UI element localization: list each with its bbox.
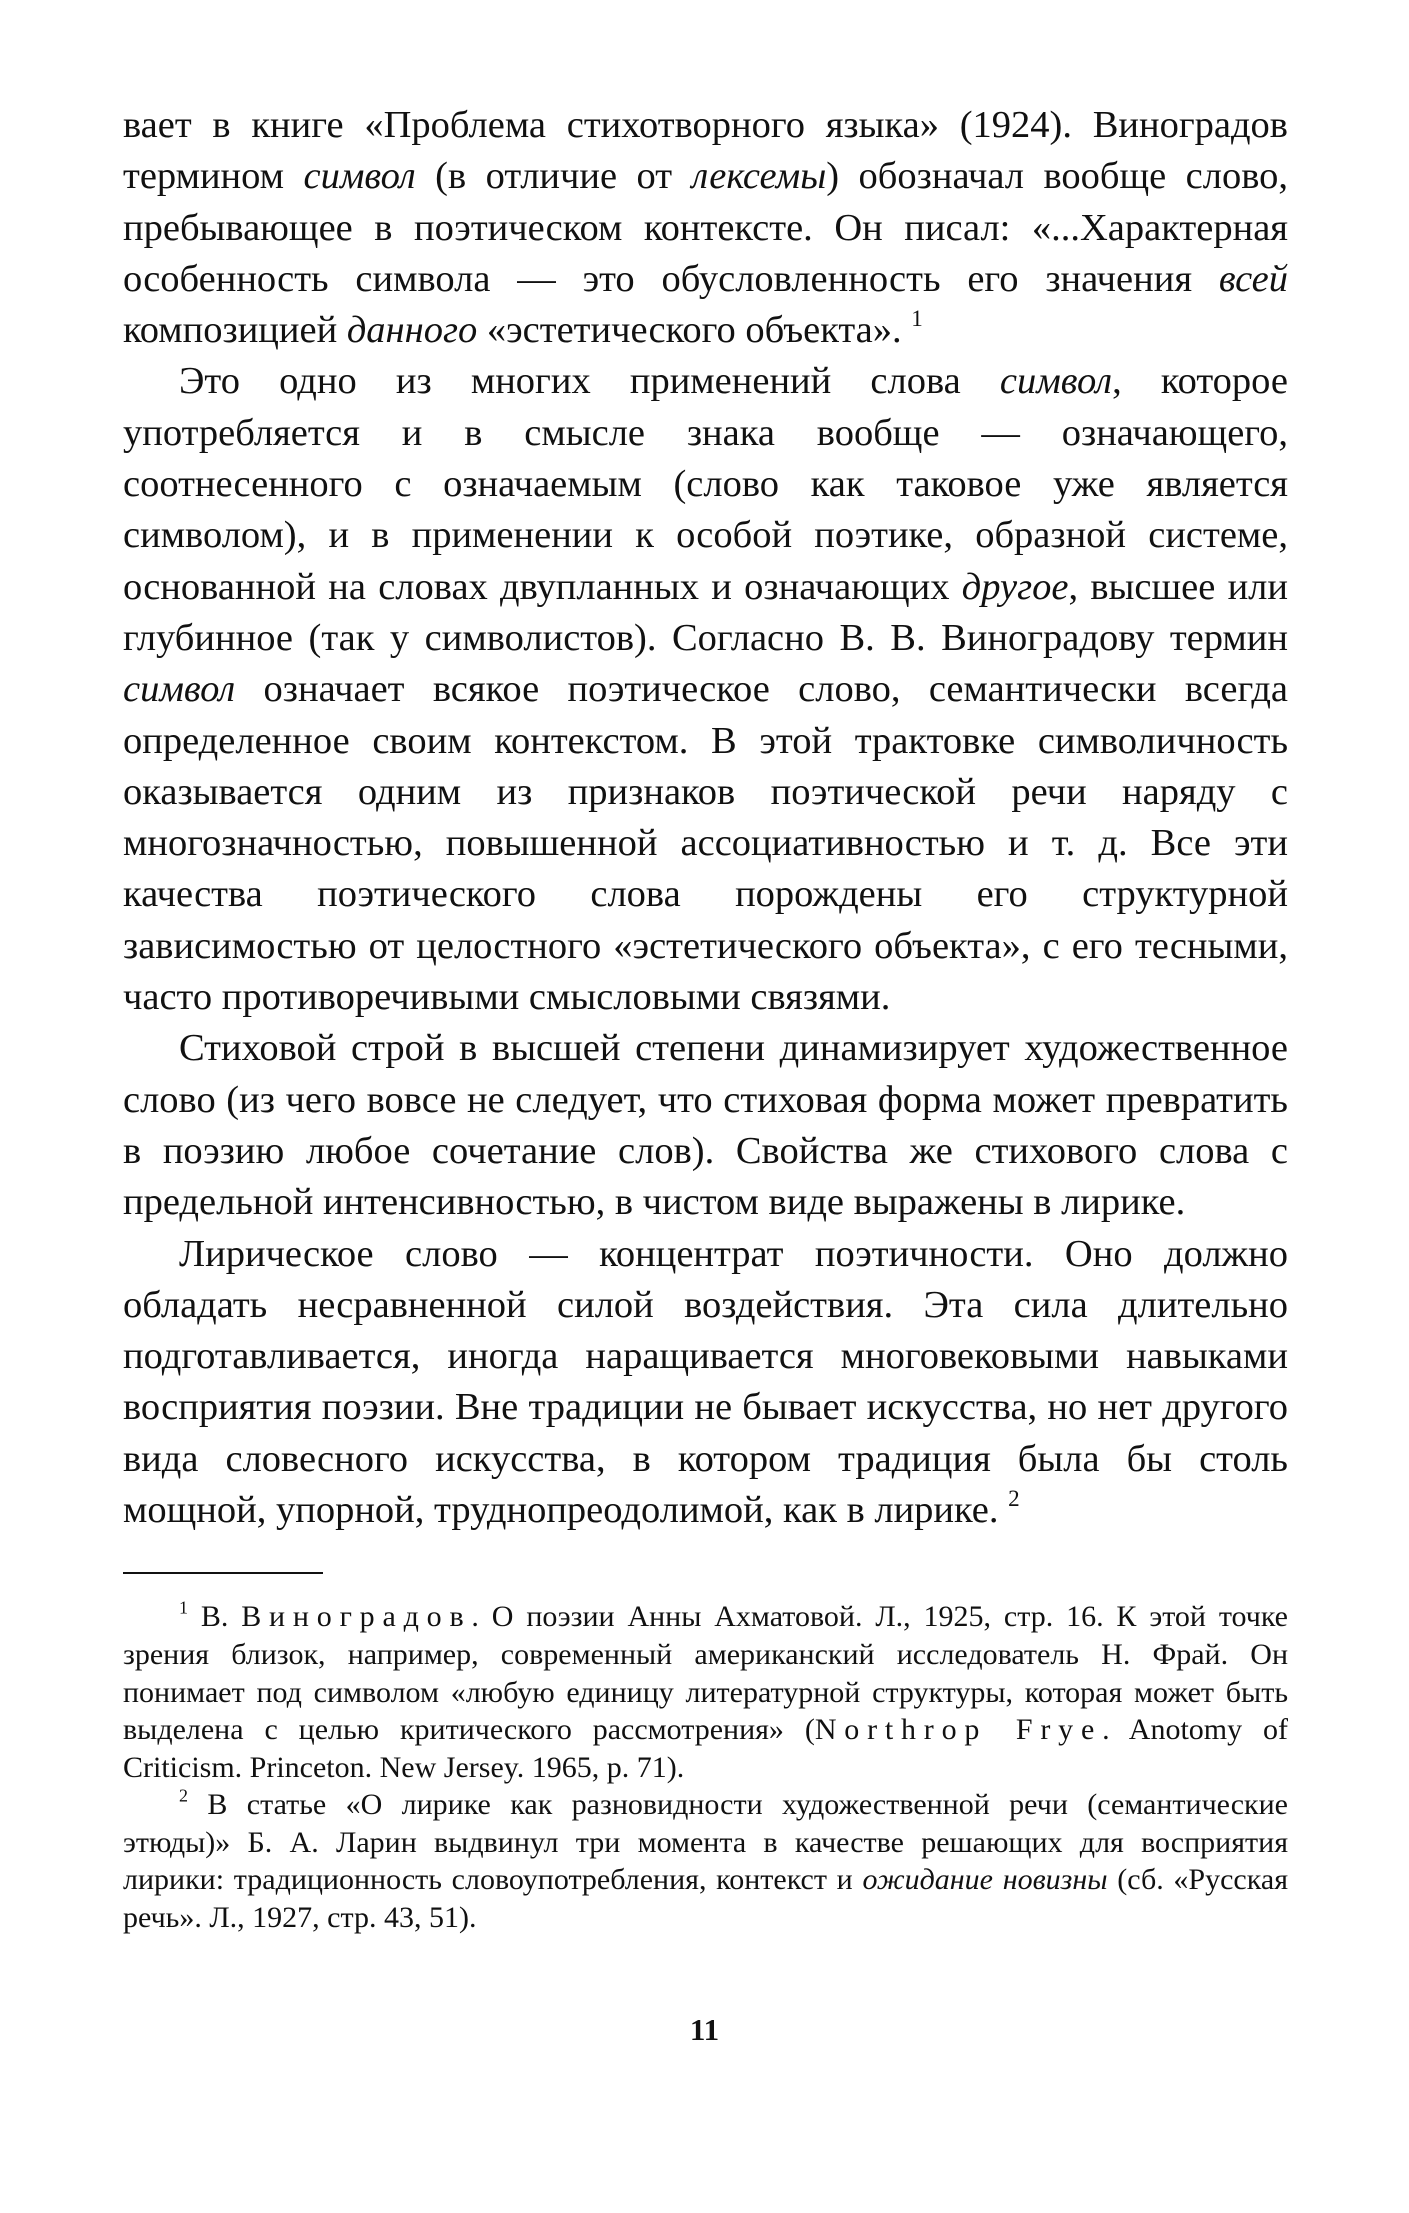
text-run: . Anotomy of Criticism. Princeton. New Jersey. 1965, p. 71). bbox=[123, 1713, 1289, 1784]
emphasis-run: всей bbox=[1218, 257, 1288, 300]
footnotes bbox=[123, 1598, 1288, 1936]
main-text bbox=[123, 100, 1288, 1536]
emphasis-run: лексемы bbox=[691, 155, 827, 198]
text-run: . О поэзии Анны Ахматовой. Л., 1925, стр. 16. К этой точке зрения близок, например, современный американский исследователь Н. Фрай. Он понимает под символом «любую единицу литературной структуры, которая может быть выделена с целью критического рассмотрения» ( bbox=[123, 1600, 1288, 1747]
page-content bbox=[123, 100, 1288, 1937]
footnote-1 bbox=[123, 1598, 1288, 1786]
emphasis-run: другое bbox=[961, 565, 1069, 608]
text-run: , которое употребляется и в смысле знака вообще — означающего, соотнесенного с означаемым (слово как таковое уже является символом), и в применении к особой поэтике, образной системе, основанной на словах двупланных и означающих bbox=[123, 360, 1288, 608]
footnote-separator bbox=[123, 1572, 323, 1574]
footnote-marker: 1 bbox=[911, 305, 923, 332]
text-run: (сб. «Русская речь». Л., 1927, стр. 43, 51). bbox=[123, 1863, 1288, 1935]
text-run: , высшее или глубинное (так у символистов). Согласно В. В. Виноградову термин bbox=[123, 565, 1288, 659]
text-run: Лирическое слово — концентрат поэтичности. Оно должно обладать несравненной силой воздействия. Эта сила длительно подготавливается, иногда наращивается многовековыми навыками восприятия поэзии. Вне традиции не бывает искусства, но нет другого вида словесного искусства, в котором традиция была бы столь мощной, упорной, труднопреодолимой, как в лирике. bbox=[123, 1232, 1288, 1532]
emphasis-run: символ bbox=[303, 155, 416, 198]
text-run: означает всякое поэтическое слово, семантически всегда определенное своим контекстом. В этой трактовке символичность оказывается одним из признаков поэтической речи наряду с многозначностью, повышенной ассоциативностью и т. д. Все эти качества поэтического слова порождены его структурной зависимостью от целостного «эстетического объекта», с его тесными, часто противоречивыми смысловыми связями. bbox=[123, 668, 1288, 1019]
footnote-marker: 2 bbox=[1008, 1484, 1020, 1511]
text-run: Это одно из многих применений слова bbox=[179, 360, 1000, 403]
text-run: вает в книге «Проблема стихотворного языка» (1924). Виноградов термином bbox=[123, 104, 1288, 198]
spaced-name-run: Northrop Frye bbox=[814, 1713, 1103, 1747]
footnote-marker: 1 bbox=[179, 1597, 188, 1618]
emphasis-run: символ bbox=[123, 668, 236, 711]
emphasis-run: ожидание новизны bbox=[862, 1863, 1108, 1897]
text-run: композицией bbox=[123, 309, 347, 352]
text-run: В статье «О лирике как разновидности художественной речи (семантические этюды)» Б. А. Ларин выдвинул три момента в качестве решающих для восприятия лирики: традиционность словоупотребления, контекст и bbox=[123, 1788, 1288, 1897]
paragraph-1 bbox=[123, 100, 1288, 356]
footnote-2 bbox=[123, 1786, 1288, 1936]
paragraph-4 bbox=[123, 1229, 1288, 1537]
text-run: «эстетического объекта». bbox=[477, 309, 912, 352]
text-run: (в отличие от bbox=[415, 155, 692, 198]
emphasis-run: символ bbox=[999, 360, 1113, 403]
text-run: ) обозначал вообще слово, пребывающее в поэтическом контексте. Он писал: «...Характерная особенность символа — это обусловленность его значения bbox=[123, 155, 1288, 300]
paragraph-2 bbox=[123, 356, 1288, 1023]
page-number: 11 bbox=[689, 2012, 720, 2047]
footnote-marker: 2 bbox=[179, 1785, 188, 1806]
text-run: Стиховой строй в высшей степени динамизирует художественное слово (из чего вовсе не следует, что стиховая форма может превратить в поэзию любое сочетание слов). Свойства же стихового слова с предельной интенсивностью, в чистом виде выражены в лирике. bbox=[123, 1027, 1288, 1224]
emphasis-run: данного bbox=[346, 309, 478, 352]
text-run: В. bbox=[188, 1600, 242, 1634]
spaced-name-run: Виноградов bbox=[241, 1600, 472, 1634]
paragraph-3 bbox=[123, 1023, 1288, 1228]
